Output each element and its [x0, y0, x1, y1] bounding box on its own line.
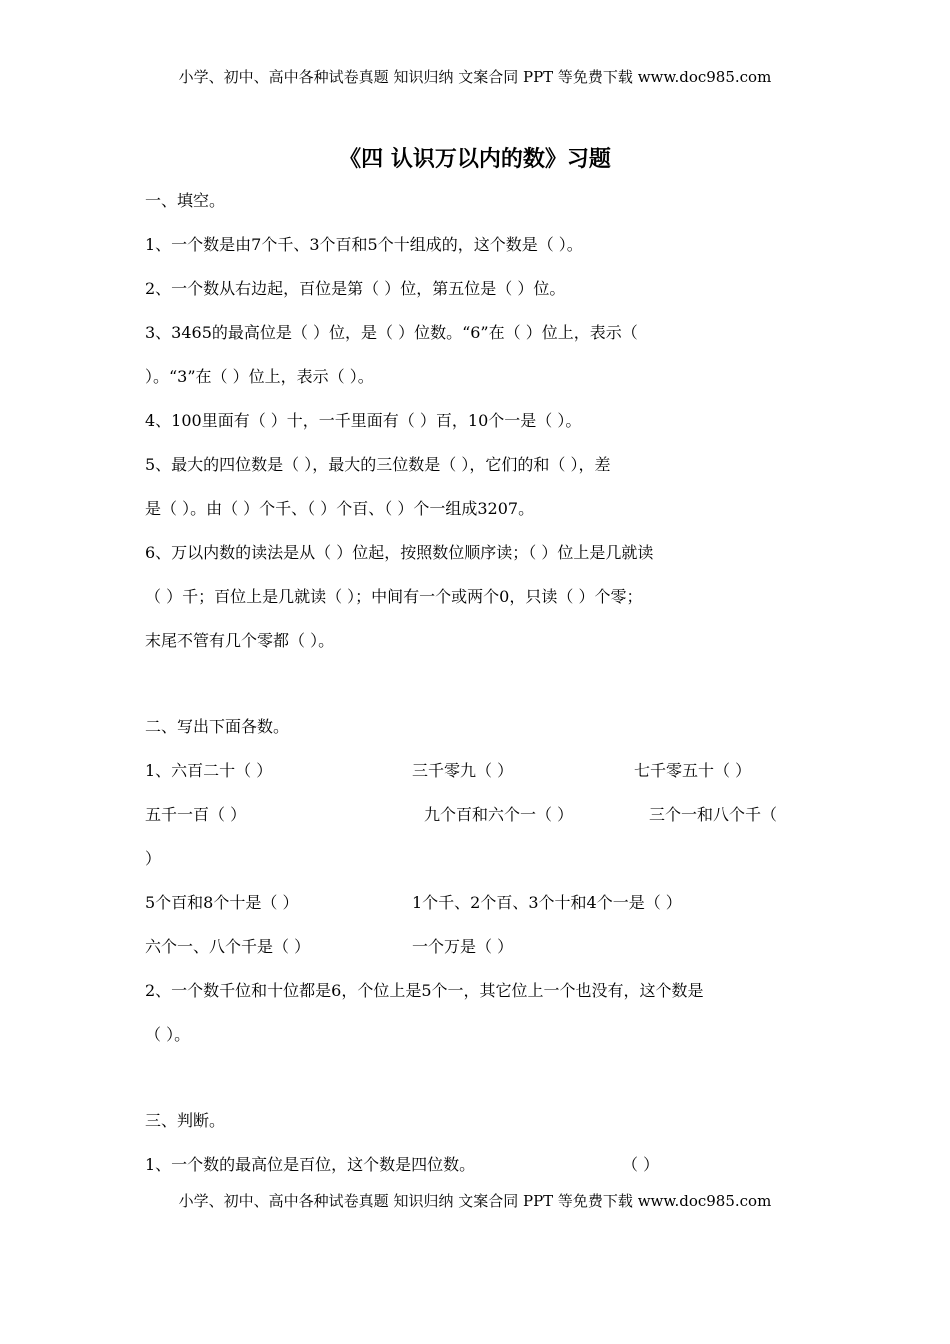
section-1-question-6-line-3: 末尾不管有几个零都（ ）。: [145, 631, 335, 650]
section-1-question-2: 2、一个数从右边起，百位是第（ ）位，第五位是（ ）位。: [145, 279, 566, 298]
section-2-heading: 二、写出下面各数。: [145, 717, 290, 736]
section-3-question-1-blank: （ ）: [622, 1155, 660, 1174]
section-2-row-3-item-2: 1个千、2个百、3个十和4个一是（ ）: [412, 893, 682, 912]
section-1-question-3-line-1: 3、3465的最高位是（ ）位，是（ ）位数。“6”在（ ）位上，表示（: [145, 323, 638, 342]
section-1-question-6-line-2: （ ）千；百位上是几就读（ ）；中间有一个或两个0，只读（ ）个零；: [145, 587, 643, 606]
section-2-row-1-item-1: 1、六百二十（ ）: [145, 761, 273, 780]
section-1-question-5-line-2: 是（ ）。由（ ）个千、（ ）个百、（ ）个一组成3207。: [145, 499, 535, 518]
section-1-question-6-line-1: 6、万以内数的读法是从（ ）位起，按照数位顺序读；（ ）位上是几就读: [145, 543, 654, 562]
section-2-row-2-wrap: ）: [145, 849, 162, 868]
section-2-row-4-item-2: 一个万是（ ）: [412, 937, 514, 956]
section-2-question-2-line-1: 2、一个数千位和十位都是6，个位上是5个一，其它位上一个也没有，这个数是: [145, 981, 704, 1000]
worksheet-title: 《四 认识万以内的数》习题: [339, 146, 611, 172]
section-2-row-2-item-1: 五千一百（ ）: [145, 805, 247, 824]
section-1-question-1: 1、一个数是由7个千、3个百和5个十组成的，这个数是（ ）。: [145, 235, 583, 254]
page-header: 小学、初中、高中各种试卷真题 知识归纳 文案合同 PPT 等免费下载 www.doc985.com: [178, 68, 772, 86]
section-1-heading: 一、填空。: [145, 191, 226, 210]
section-2-row-3-item-1: 5个百和8个十是（ ）: [145, 893, 299, 912]
section-2-row-2-item-2: 九个百和六个一（ ）: [424, 805, 574, 824]
section-2-row-2-item-3: 三个一和八个千（: [649, 805, 778, 824]
section-2-row-1-item-2: 三千零九（ ）: [412, 761, 514, 780]
section-2-row-4-item-1: 六个一、八个千是（ ）: [145, 937, 311, 956]
page-footer: 小学、初中、高中各种试卷真题 知识归纳 文案合同 PPT 等免费下载 www.doc985.com: [178, 1192, 772, 1210]
section-3-heading: 三、判断。: [145, 1111, 226, 1130]
section-1-question-3-line-2: ）。“3”在（ ）位上，表示（ ）。: [145, 367, 374, 386]
section-2-question-2-line-2: （ ）。: [145, 1025, 191, 1044]
section-1-question-4: 4、100里面有（ ）十，一千里面有（ ）百，10个一是（ ）。: [145, 411, 582, 430]
section-3-question-1: 1、一个数的最高位是百位，这个数是四位数。: [145, 1155, 476, 1174]
section-1-question-5-line-1: 5、最大的四位数是（ ），最大的三位数是（ ），它们的和（ ），差: [145, 455, 611, 474]
section-2-row-1-item-3: 七千零五十（ ）: [634, 761, 752, 780]
